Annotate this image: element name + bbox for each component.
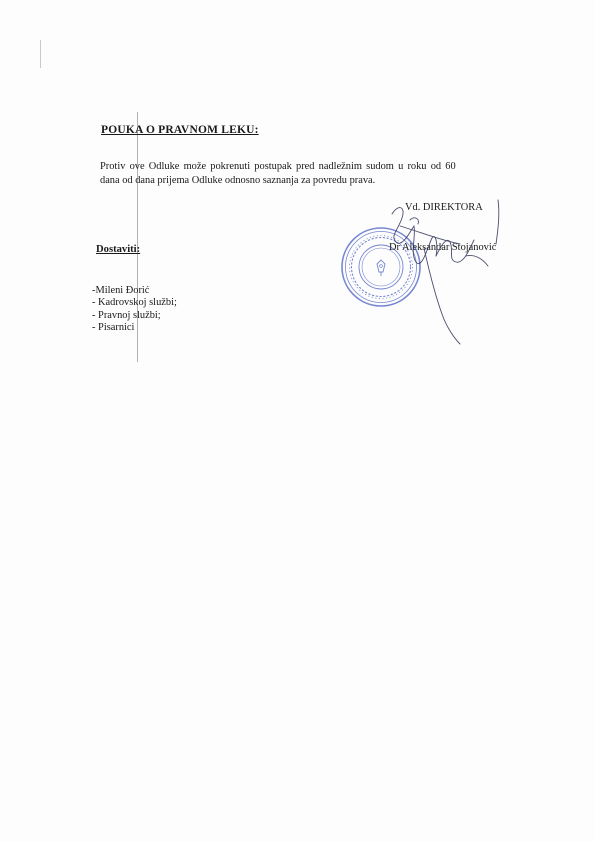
legal-notice-line-2: dana od dana prijema Odluke odnosno saznanja za povredu prava. (100, 174, 376, 186)
legal-notice-paragraph (100, 160, 525, 187)
legal-notice-heading: POUKA O PRAVNOM LEKU: (101, 124, 259, 136)
recipient-item: - Kadrovskoj službi; (92, 297, 177, 309)
delivery-heading: Dostaviti: (96, 244, 141, 255)
recipient-item: -Mileni Đorić (92, 285, 150, 296)
signatory-title: Vd. DIREKTORA (405, 202, 483, 213)
recipient-list (92, 285, 177, 335)
official-seal-icon (340, 226, 422, 308)
recipient-item: - Pisarnici (92, 322, 135, 334)
recipient-item: - Pravnoj službi; (92, 309, 161, 321)
signatory-name: Dr Aleksandar Stojanović (389, 242, 497, 253)
scan-edge-mark (40, 40, 41, 68)
legal-notice-line-1: Protiv ove Odluke može pokrenuti postupak pred nadležnim sudom u roku od 60 (100, 161, 456, 172)
